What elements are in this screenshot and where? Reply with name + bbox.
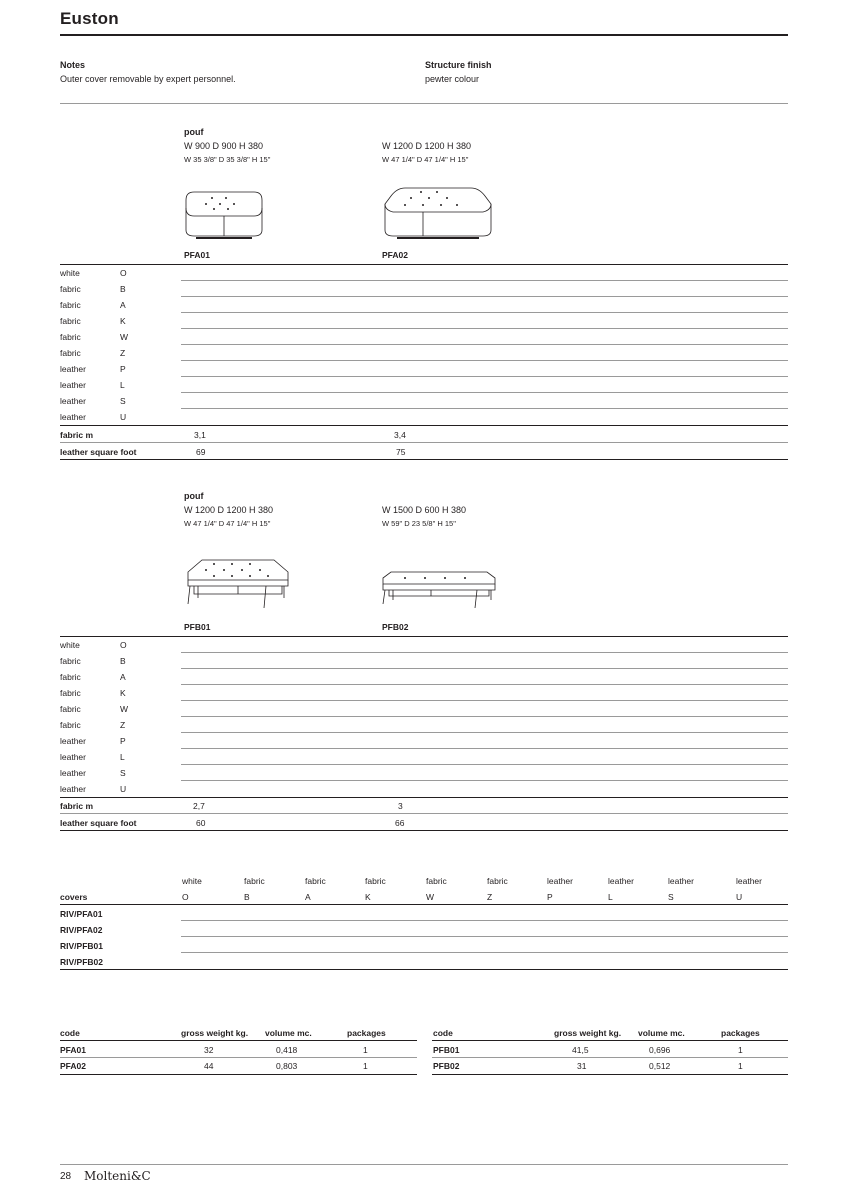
covers-col-type: leather (668, 876, 694, 886)
row-line (181, 652, 788, 653)
row-grade: Z (120, 720, 126, 730)
pouf-square-icon (184, 190, 264, 242)
pack-weight: 44 (204, 1061, 214, 1071)
covers-col-type: white (182, 876, 202, 886)
pack-header-packages: packages (347, 1028, 386, 1038)
row-line (181, 408, 788, 409)
product-dim-in: W 47 1/4" D 47 1/4" H 15" (382, 155, 469, 164)
pouf-large-square-icon (383, 186, 493, 242)
leather-label: leather square foot (60, 447, 137, 457)
row-line (60, 813, 788, 814)
pack-header-weight: gross weight kg. (554, 1028, 622, 1038)
leather-value: 69 (196, 447, 206, 457)
pack-header-volume: volume mc. (265, 1028, 312, 1038)
pack-packages: 1 (738, 1045, 743, 1055)
pack-header-volume: volume mc. (638, 1028, 685, 1038)
pack-header-code: code (60, 1028, 80, 1038)
pack-header-packages: packages (721, 1028, 760, 1038)
covers-col-grade: B (244, 892, 250, 902)
row-label: fabric (60, 284, 81, 294)
product-dim-in: W 59" D 23 5/8" H 15" (382, 519, 456, 528)
row-line (181, 376, 788, 377)
pack-left-top-rule (60, 1040, 417, 1041)
row-label: fabric (60, 704, 81, 714)
row-grade: Z (120, 348, 126, 358)
covers-row-code: RIV/PFA02 (60, 925, 103, 935)
covers-col-type: leather (547, 876, 573, 886)
row-line (181, 952, 788, 953)
pack-weight: 41,5 (572, 1045, 589, 1055)
row-label: fabric (60, 300, 81, 310)
product-dim-mm: W 1500 D 600 H 380 (382, 505, 467, 515)
row-label: leather (60, 380, 86, 390)
covers-col-grade: L (608, 892, 613, 902)
row-line (181, 344, 788, 345)
row-grade: B (120, 656, 126, 666)
leather-label: leather square foot (60, 818, 137, 828)
covers-col-grade: A (305, 892, 311, 902)
pack-header-code: code (433, 1028, 453, 1038)
fabric-m-value: 3,4 (394, 430, 406, 440)
row-line (60, 442, 788, 443)
product-dim-in: W 47 1/4" D 47 1/4" H 15" (184, 519, 271, 528)
row-grade: O (120, 268, 127, 278)
row-label: leather (60, 768, 86, 778)
row-line (181, 328, 788, 329)
row-line (60, 425, 788, 426)
row-line (181, 312, 788, 313)
title-rule (60, 34, 788, 36)
row-grade: S (120, 768, 126, 778)
covers-col-type: fabric (426, 876, 447, 886)
row-label: fabric (60, 672, 81, 682)
row-label: fabric (60, 688, 81, 698)
row-line (181, 780, 788, 781)
pack-weight: 31 (577, 1061, 587, 1071)
row-line (181, 296, 788, 297)
covers-row-code: RIV/PFB02 (60, 957, 103, 967)
section1-top-rule (60, 264, 788, 265)
row-line (181, 700, 788, 701)
pack-packages: 1 (363, 1045, 368, 1055)
row-grade: P (120, 364, 126, 374)
row-grade: O (120, 640, 127, 650)
row-label: fabric (60, 720, 81, 730)
row-line (181, 668, 788, 669)
pack-code: PFA02 (60, 1061, 86, 1071)
row-line (181, 280, 788, 281)
covers-col-type: leather (736, 876, 762, 886)
row-grade: A (120, 672, 126, 682)
section2-top-rule (60, 636, 788, 637)
notes-heading: Notes (60, 60, 86, 70)
section1-type-label: pouf (184, 127, 204, 137)
row-label: leather (60, 412, 86, 422)
product-dim-mm: W 900 D 900 H 380 (184, 141, 264, 151)
pack-code: PFB01 (433, 1045, 460, 1055)
product-code: PFB02 (382, 622, 409, 632)
row-label: white (60, 268, 80, 278)
covers-col-type: leather (608, 876, 634, 886)
row-line (181, 716, 788, 717)
fabric-m-label: fabric m (60, 801, 94, 811)
product-dim-in: W 35 3/8" D 35 3/8" H 15" (184, 155, 271, 164)
structure-text: pewter colour (425, 74, 480, 84)
row-grade: K (120, 688, 126, 698)
row-grade: A (120, 300, 126, 310)
row-grade: S (120, 396, 126, 406)
pack-right-top-rule (432, 1040, 788, 1041)
row-grade: L (120, 380, 125, 390)
row-label: leather (60, 396, 86, 406)
leather-value: 66 (395, 818, 405, 828)
covers-col-type: fabric (365, 876, 386, 886)
covers-col-type: fabric (244, 876, 265, 886)
row-grade: U (120, 412, 127, 422)
row-grade: P (120, 736, 126, 746)
covers-col-grade: W (426, 892, 435, 902)
fabric-m-value: 3,1 (194, 430, 206, 440)
row-line (181, 764, 788, 765)
row-label: leather (60, 736, 86, 746)
row-grade: L (120, 752, 125, 762)
covers-row-code: RIV/PFB01 (60, 941, 103, 951)
product-dim-mm: W 1200 D 1200 H 380 (184, 505, 274, 515)
product-code: PFA02 (382, 250, 408, 260)
pack-volume: 0,512 (649, 1061, 671, 1071)
covers-col-grade: O (182, 892, 189, 902)
pack-left-bottom-rule (60, 1074, 417, 1075)
row-grade: W (120, 704, 129, 714)
row-label: white (60, 640, 80, 650)
leather-value: 60 (196, 818, 206, 828)
row-line (432, 1057, 788, 1058)
product-code: PFB01 (184, 622, 211, 632)
pouf-legs-square-icon (184, 558, 292, 612)
page-number: 28 (60, 1171, 72, 1182)
page-title: Euston (60, 9, 119, 28)
row-grade: U (120, 784, 127, 794)
brand-logo: Molteni&C (84, 1169, 151, 1183)
section1-bottom-rule (60, 459, 788, 460)
pack-packages: 1 (738, 1061, 743, 1071)
row-line (181, 360, 788, 361)
covers-col-grade: P (547, 892, 553, 902)
covers-col-grade: Z (487, 892, 493, 902)
covers-col-type: fabric (487, 876, 508, 886)
row-grade: B (120, 284, 126, 294)
section2-type-label: pouf (184, 491, 204, 501)
covers-col-type: fabric (305, 876, 326, 886)
row-line (181, 684, 788, 685)
row-line (60, 797, 788, 798)
row-line (60, 1057, 417, 1058)
fabric-m-value: 3 (398, 801, 403, 811)
row-grade: W (120, 332, 129, 342)
leather-value: 75 (396, 447, 406, 457)
notes-divider (60, 103, 788, 104)
covers-col-grade: U (736, 892, 743, 902)
footer-rule (60, 1164, 788, 1165)
row-label: fabric (60, 348, 81, 358)
row-line (181, 732, 788, 733)
pack-code: PFB02 (433, 1061, 460, 1071)
row-label: leather (60, 364, 86, 374)
row-line (181, 748, 788, 749)
row-label: fabric (60, 656, 81, 666)
row-label: fabric (60, 316, 81, 326)
fabric-m-label: fabric m (60, 430, 94, 440)
pack-volume: 0,803 (276, 1061, 298, 1071)
covers-bottom-rule (60, 969, 788, 970)
product-code: PFA01 (184, 250, 210, 260)
row-label: leather (60, 784, 86, 794)
pack-right-bottom-rule (432, 1074, 788, 1075)
row-line (181, 392, 788, 393)
structure-heading: Structure finish (425, 60, 492, 70)
row-label: leather (60, 752, 86, 762)
pack-header-weight: gross weight kg. (181, 1028, 249, 1038)
row-label: fabric (60, 332, 81, 342)
covers-col-grade: S (668, 892, 674, 902)
covers-top-rule (60, 904, 788, 905)
row-line (181, 920, 788, 921)
covers-label: covers (60, 892, 88, 902)
covers-col-grade: K (365, 892, 371, 902)
pack-weight: 32 (204, 1045, 214, 1055)
row-grade: K (120, 316, 126, 326)
pack-volume: 0,418 (276, 1045, 298, 1055)
covers-row-code: RIV/PFA01 (60, 909, 103, 919)
fabric-m-value: 2,7 (193, 801, 205, 811)
section2-bottom-rule (60, 830, 788, 831)
pack-code: PFA01 (60, 1045, 86, 1055)
pouf-legs-bench-icon (381, 570, 497, 612)
notes-text: Outer cover removable by expert personnel. (60, 74, 236, 84)
pack-volume: 0,696 (649, 1045, 671, 1055)
pack-packages: 1 (363, 1061, 368, 1071)
row-line (181, 936, 788, 937)
product-dim-mm: W 1200 D 1200 H 380 (382, 141, 472, 151)
